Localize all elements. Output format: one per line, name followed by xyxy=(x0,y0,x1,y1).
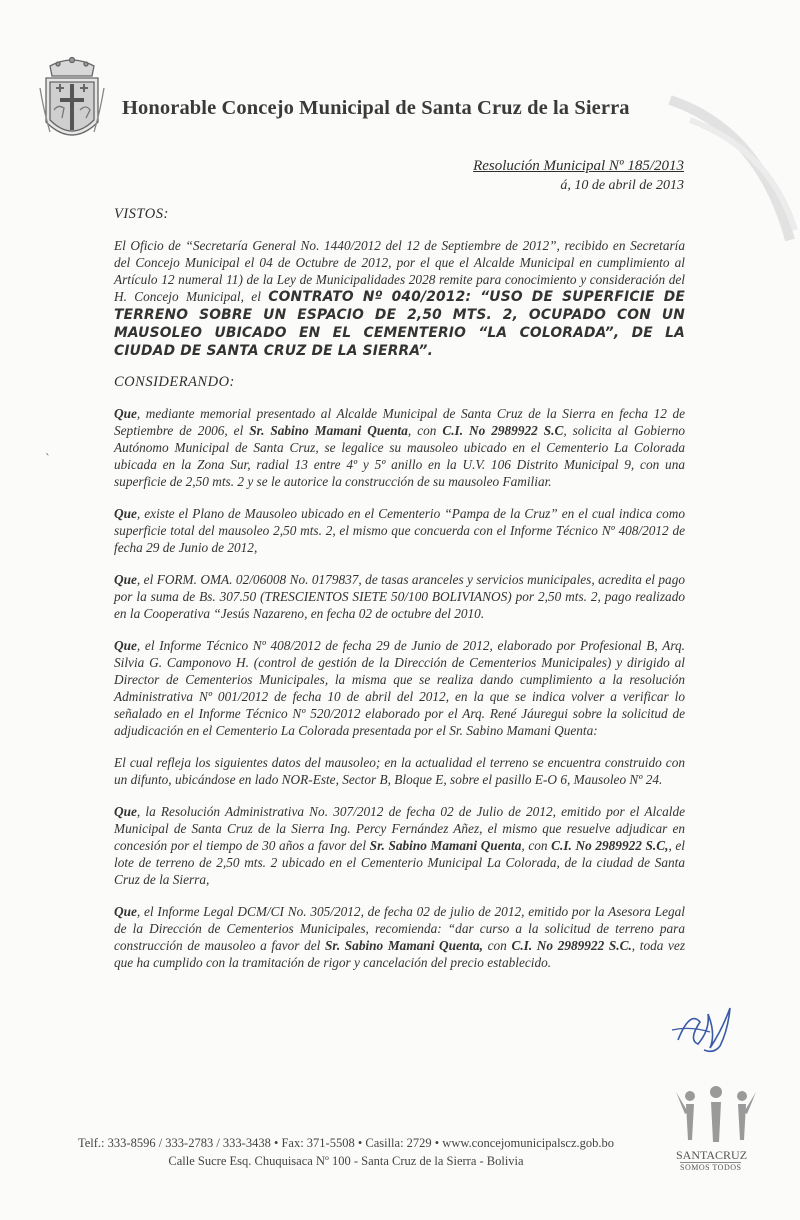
logo-name: SANTACRUZ xyxy=(676,1148,748,1162)
contract-title: CONTRATO Nº 040/2012: “USO DE SUPERFICIE DE TERRENO SOBRE UN ESPACIO DE 2,50 MTS. 2, OCUPADO CON UN MAUSOLEO UBICADO EN EL CEMENTERIO “LA COLORADA”, DE LA CIUDAD DE SANTA CRUZ DE LA SIERRA”. xyxy=(114,289,685,359)
que-lead: Que xyxy=(114,572,137,587)
considerando-item xyxy=(114,754,685,788)
considerando-text: , el Informe Técnico Nº 408/2012 de fecha 29 de Junio de 2012, elaborado por Profesional B, Arq. Silvia G. Camponovo H. (control de gestión de la Dirección de Cementerios Municipales) y dirigido al Director de Cementerios Municipales, la misma que se realiza dando cumplimiento a la resolución Administrativa Nº 001/2012 de fecha 10 de abril del 2012, en la que se indica volver a verificar lo señalado en el Informe Técnico Nº 520/2012 elaborado por el Arq. René Jáuregui sobre la solicitud de adjudicación en el Cementerio La Colorada presentada por el Sr. Sabino Mamani Quenta: xyxy=(114,638,685,738)
considerando-text: , toda vez que ha cumplido con la tramitación de rigor y cancelación del precio establecido. xyxy=(114,938,686,970)
considerando-text: , mediante memorial presentado al Alcalde Municipal de Santa Cruz de la Sierra en fecha 12 de Septiembre de 2006, el xyxy=(114,406,685,438)
vistos-paragraph xyxy=(114,237,685,375)
id-number: C.I. No 2989922 S.C, xyxy=(551,838,669,853)
que-lead: Que xyxy=(114,506,137,521)
footer-contact: Telf.: 333-8596 / 333-2783 / 333-3438 • Fax: 371-5508 • Casilla: 2729 • www.concejomunicipalscz.gob.bo xyxy=(77,1136,615,1150)
margin-mark: ` xyxy=(45,452,51,466)
considerando-text: , existe el Plano de Mausoleo ubicado en el Cementerio “Pampa de la Cruz” en el cual indica como superficie total del mausoleo 2,50 mts. 2, el mismo que concuerda con el Informe Técnico Nº 408/2012 de fecha 29 de Junio de 2012, xyxy=(114,506,685,555)
organization-title: Honorable Concejo Municipal de Santa Cruz de la Sierra xyxy=(122,97,630,119)
considerando-text: , con xyxy=(407,423,443,438)
id-number: C.I. No 2989922 S.C xyxy=(442,423,564,438)
considerando-text: , el lote de terreno de 2,50 mts. 2 ubicado en el Cementerio Municipal La Colorada, de la ciudad de Santa Cruz de la Sierra, xyxy=(114,838,686,887)
considerando-text: El cual refleja los siguientes datos del mausoleo; en la actualidad el terreno se encuentra construido con un difunto, ubicándose en lado NOR-Este, Sector B, Bloque E, sobre el pasillo E-O 6, Mausoleo Nº 24. xyxy=(114,755,685,787)
considerandos-list xyxy=(114,405,685,986)
que-lead: Que xyxy=(114,638,137,653)
footer-address: Calle Sucre Esq. Chuquisaca Nº 100 - Santa Cruz de la Sierra - Bolivia xyxy=(168,1154,524,1168)
resolution-date: á, 10 de abril de 2013 xyxy=(560,178,684,193)
vistos-heading: VISTOS: xyxy=(114,206,169,222)
considerando-text: , la Resolución Administrativa No. 307/2012 de fecha 02 de Julio de 2012, emitido por el Alcalde Municipal de Santa Cruz de la Sierra Ing. Percy Fernández Añez, el mismo que resuelve adjudicar en concesión por el tiempo de 30 años a favor del xyxy=(114,804,685,853)
considerando-item xyxy=(114,571,685,622)
considerando-item xyxy=(114,903,685,971)
id-number: C.I. No 2989922 S.C. xyxy=(511,938,632,953)
considerando-item xyxy=(114,505,685,556)
signature-icon xyxy=(670,1000,736,1058)
considerando-text: con xyxy=(483,938,512,953)
considerando-item xyxy=(114,637,685,739)
que-lead: Que xyxy=(114,406,137,421)
considerando-text: , con xyxy=(521,838,552,853)
considerando-heading: CONSIDERANDO: xyxy=(114,374,235,390)
considerando-text: , el Informe Legal DCM/CI No. 305/2012, de fecha 02 de julio de 2012, emitido por la Asesora Legal de la Dirección de Cementerios Municipales, recomienda: “dar curso a la solicitud de terreno para construcción de mausoleo a favor del xyxy=(114,904,685,953)
person-name: Sr. Sabino Mamani Quenta, xyxy=(324,938,483,953)
considerando-text: , el FORM. OMA. 02/06008 No. 0179837, de tasas aranceles y servicios municipales, acredita el pago por la suma de Bs. 307.50 (TRESCIENTOS SIETE 50/100 BOLIVIANOS) por 2,50 mts. 2, pago realizado en la Cooperativa “Jesús Nazareno, en fecha 02 de octubre del 2010. xyxy=(114,572,685,621)
resolution-title: Resolución Municipal Nº 185/2013 xyxy=(473,158,684,174)
considerando-text: , solicita al Gobierno Autónomo Municipal de Santa Cruz, se legalice su mausoleo ubicado en el Cementerio La Colorada ubicada en la Zona Sur, radial 13 entre 4º y 5º anillo en la U.V. 106 Distrito Municipal 9, con una superficie de 2,50 mts. 2 y se le autorice la construcción de su mausoleo Familiar. xyxy=(114,423,685,489)
considerando-item xyxy=(114,803,685,888)
logo-slogan: SOMOS TODOS xyxy=(680,1163,742,1172)
que-lead: Que xyxy=(114,904,137,919)
person-name: Sr. Sabino Mamani Quenta xyxy=(369,838,522,853)
vistos-text: El Oficio de “Secretaría General No. 1440/2012 del 12 de Septiembre de 2012”, recibido en Secretaría del Concejo Municipal el 04 de Octubre de 2012, por el que el Alcalde Municipal en cumplimiento al Artículo 12 numeral 11) de la Ley de Municipalidades 2028 remite para conocimiento y consideración del H. Concejo Municipal, el xyxy=(114,238,685,304)
que-lead: Que xyxy=(114,804,137,819)
coat-of-arms-icon xyxy=(36,52,108,150)
person-name: Sr. Sabino Mamani Quenta xyxy=(249,423,408,438)
considerando-item xyxy=(114,405,685,490)
